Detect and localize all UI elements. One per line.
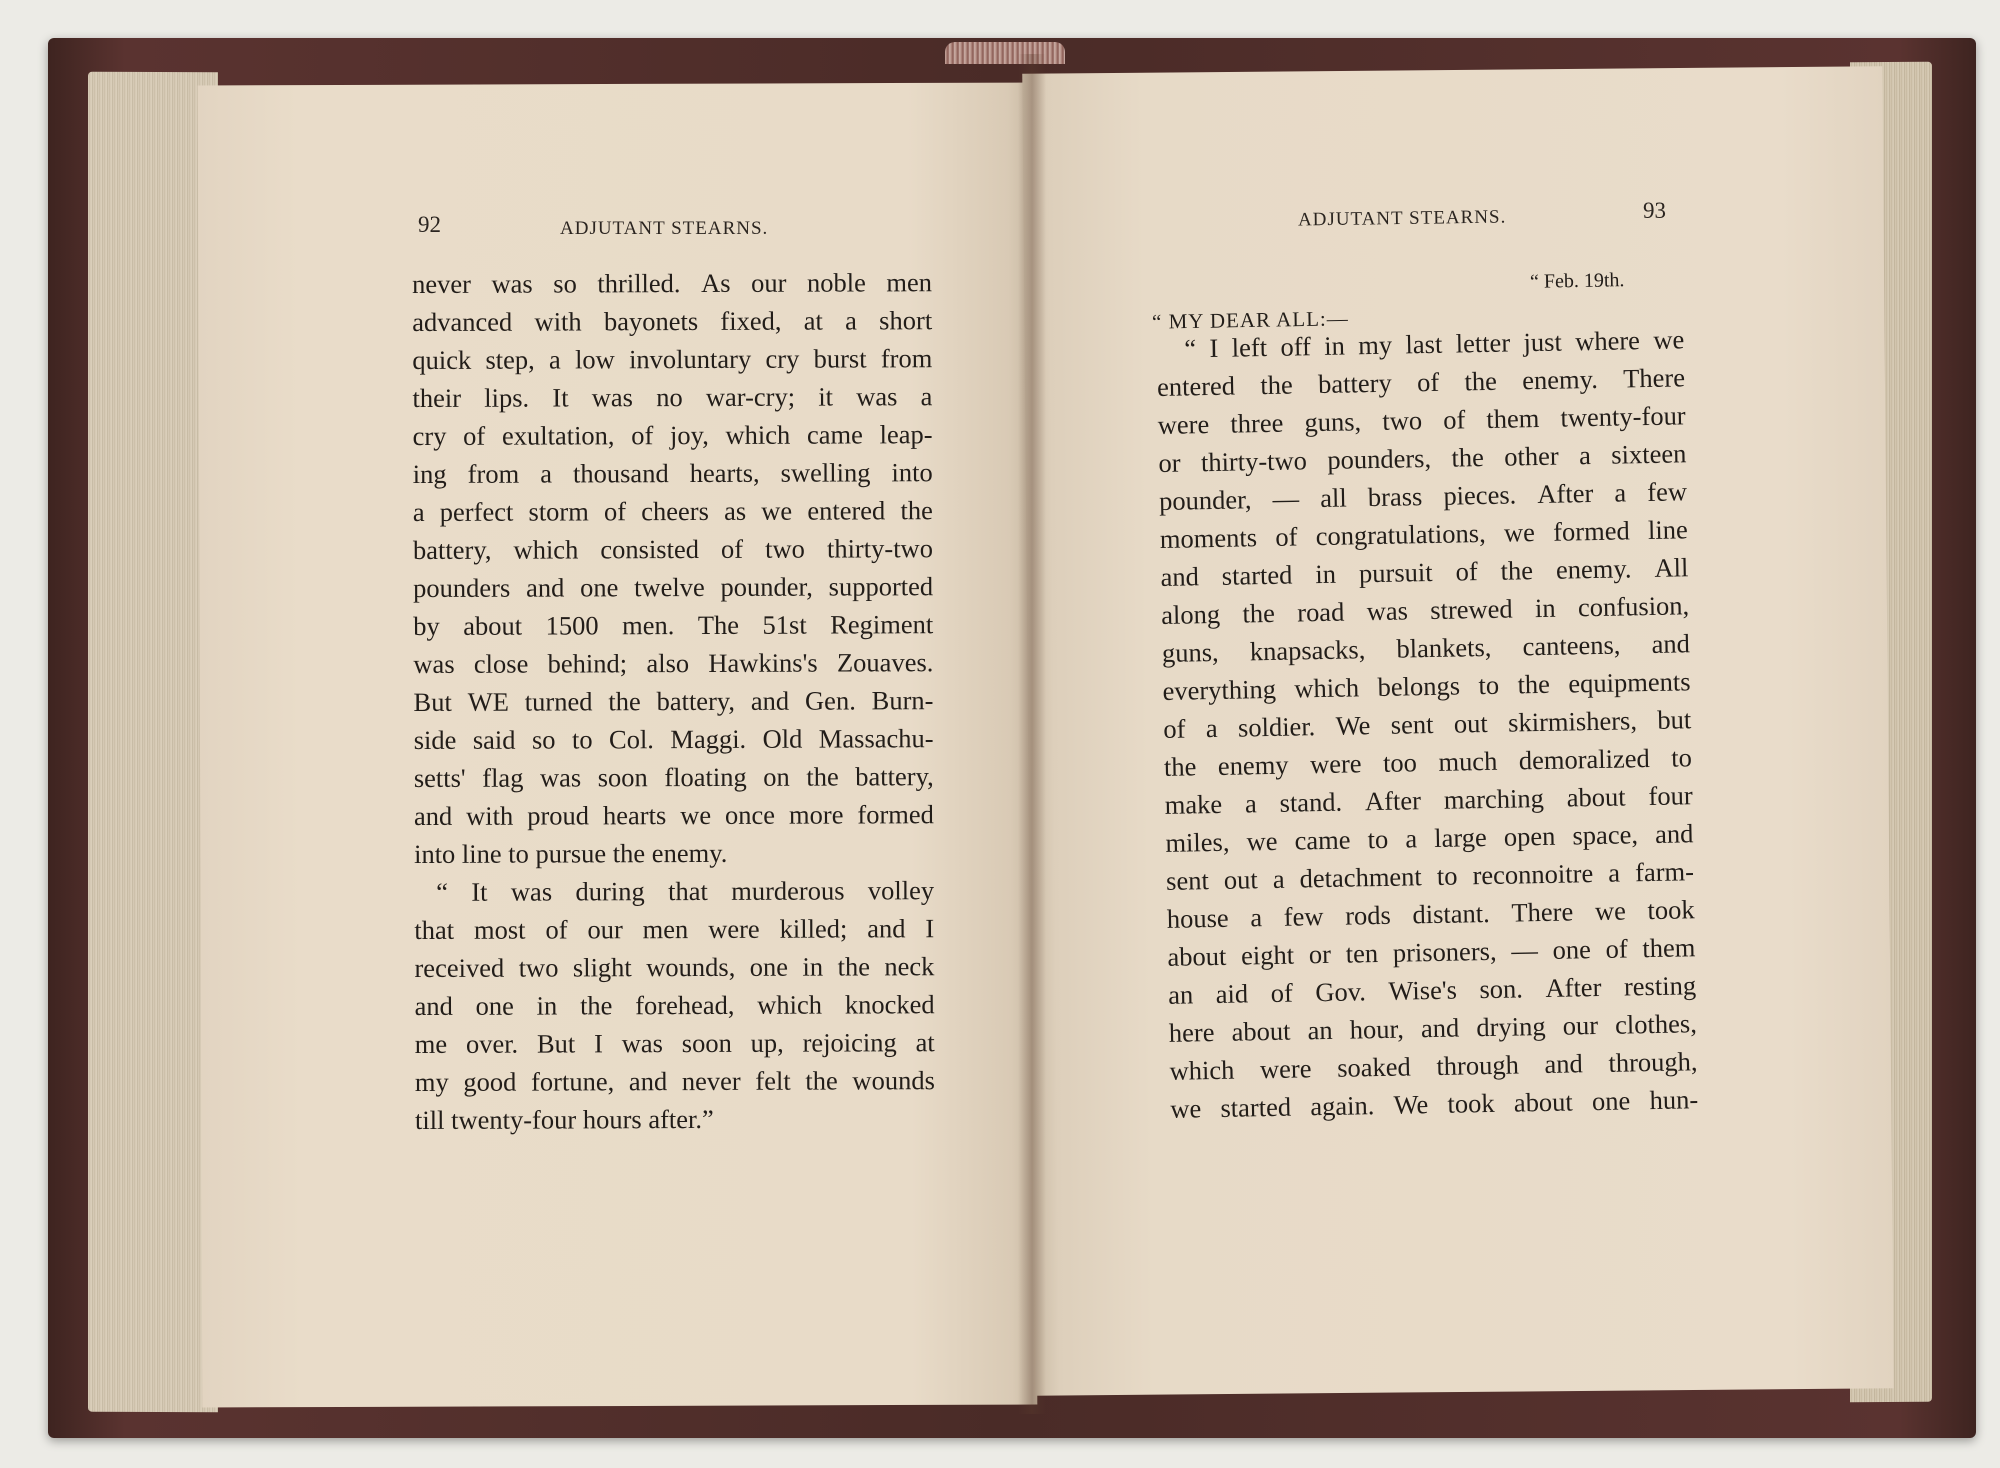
- text-line: or thirty-two pounders, the other a sixteen: [1158, 438, 1687, 478]
- text-line: a perfect storm of cheers as we entered the: [412, 495, 933, 527]
- headband: [945, 42, 1065, 64]
- text-line: make a stand. After marching about four: [1164, 780, 1693, 820]
- text-line: ing from a thousand hearts, swelling into: [412, 457, 933, 489]
- text-line: along the road was strewed in confusion,: [1160, 590, 1690, 630]
- text-line: “ I left off in my last letter just where we: [1184, 324, 1685, 364]
- text-line: pounders and one twelve pounder, supported: [413, 571, 934, 603]
- text-line: moments of congratulations, we formed line: [1159, 514, 1689, 554]
- text-line: which were soaked through and through,: [1169, 1046, 1698, 1086]
- text-line: never was so thrilled. As our noble men: [412, 267, 933, 299]
- left-page-body: [412, 263, 935, 1139]
- text-line: But WE turned the battery, and Gen. Burn-: [413, 685, 934, 717]
- text-line: about eight or ten prisoners, — one of them: [1167, 932, 1696, 972]
- right-page-number: 93: [1643, 198, 1666, 223]
- text-line: received two slight wounds, one in the neck: [414, 951, 935, 983]
- text-line: of a soldier. We sent out skirmishers, but: [1163, 704, 1692, 744]
- text-line: entered the battery of the enemy. There: [1156, 362, 1686, 402]
- text-line: everything which belongs to the equipments: [1162, 666, 1691, 706]
- text-line: me over. But I was soon up, rejoicing at: [414, 1027, 935, 1059]
- text-line: advanced with bayonets fixed, at a short: [412, 305, 933, 337]
- text-line: sent out a detachment to reconnoitre a farm-: [1165, 856, 1695, 896]
- text-line: were three guns, two of them twenty-four: [1157, 400, 1686, 440]
- text-line: we started again. We took about one hun-: [1170, 1084, 1699, 1124]
- text-line: setts' flag was soon floating on the battery,: [413, 761, 934, 793]
- text-line: miles, we came to a large open space, and: [1165, 818, 1694, 858]
- text-line: quick step, a low involuntary cry burst from: [412, 343, 933, 375]
- text-line: and with proud hearts we once more formed: [413, 799, 934, 831]
- text-line: here about an hour, and drying our clothes,: [1168, 1008, 1698, 1048]
- letter-salutation: “ MY DEAR ALL:—: [1151, 306, 1349, 334]
- text-line: that most of our men were killed; and I: [414, 913, 935, 945]
- left-page-number: 92: [418, 212, 441, 237]
- text-line: into line to pursue the enemy.: [414, 837, 728, 869]
- text-line: cry of exultation, of joy, which came leap-: [412, 419, 933, 451]
- gutter: [1018, 54, 1046, 1414]
- letter-dateline: “ Feb. 19th.: [1529, 269, 1625, 293]
- text-line: pounder, — all brass pieces. After a few: [1158, 476, 1688, 516]
- text-line: my good fortune, and never felt the wounds: [414, 1065, 935, 1097]
- text-line: guns, knapsacks, blankets, canteens, and: [1161, 628, 1691, 668]
- text-line: was close behind; also Hawkins's Zouaves.: [413, 647, 934, 679]
- text-line: by about 1500 men. The 51st Regiment: [413, 609, 934, 641]
- text-line: and one in the forehead, which knocked: [414, 989, 935, 1021]
- text-line: house a few rods distant. There we took: [1166, 894, 1695, 934]
- right-page-body: [1156, 320, 1699, 1128]
- text-line: battery, which consisted of two thirty-two: [412, 533, 933, 565]
- right-running-head: ADJUTANT STEARNS.: [1297, 206, 1507, 231]
- text-line: side said so to Col. Maggi. Old Massachu-: [413, 723, 934, 755]
- text-line: “ It was during that murderous volley: [436, 875, 935, 907]
- text-line: an aid of Gov. Wise's son. After resting: [1167, 970, 1697, 1010]
- text-line: till twenty-four hours after.”: [414, 1103, 714, 1135]
- text-line: the enemy were too much demoralized to: [1163, 742, 1693, 782]
- left-running-head: ADJUTANT STEARNS.: [560, 218, 769, 239]
- text-line: and started in pursuit of the enemy. All: [1160, 552, 1689, 592]
- text-line: their lips. It was no war-cry; it was a: [412, 381, 933, 413]
